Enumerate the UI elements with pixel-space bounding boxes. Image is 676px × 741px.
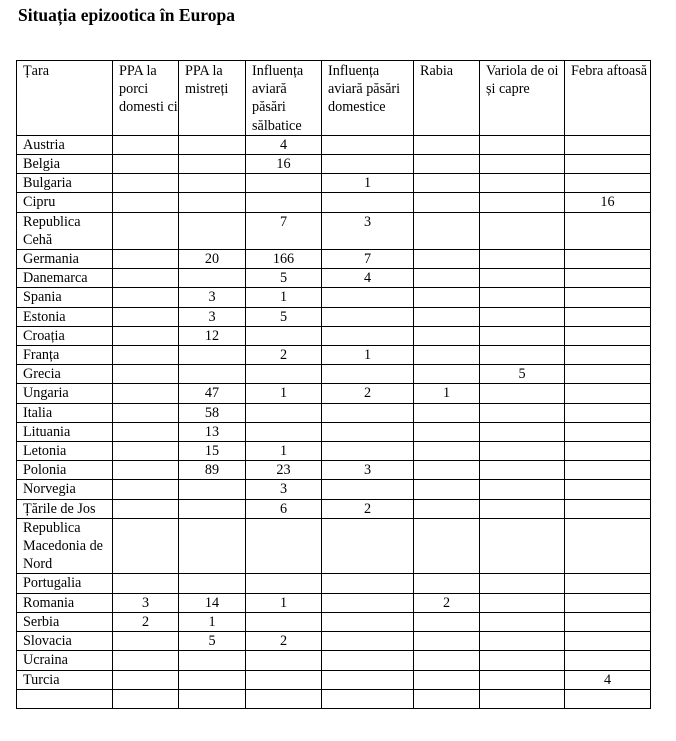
- table-row: [17, 612, 651, 631]
- value-cell: [322, 422, 414, 441]
- value-cell: [322, 574, 414, 593]
- value-cell: [565, 593, 651, 612]
- table-row: [17, 403, 651, 422]
- country-cell: Italia: [17, 403, 113, 422]
- value-cell: [113, 135, 179, 154]
- value-cell: [414, 269, 480, 288]
- value-cell: [322, 442, 414, 461]
- country-cell: Slovacia: [17, 632, 113, 651]
- value-cell: [480, 499, 565, 518]
- country-cell: Danemarca: [17, 269, 113, 288]
- empty-cell: [322, 689, 414, 708]
- country-cell: Țările de Jos: [17, 499, 113, 518]
- country-cell: Turcia: [17, 670, 113, 689]
- value-cell: [480, 384, 565, 403]
- value-cell: [565, 384, 651, 403]
- value-cell: [480, 442, 565, 461]
- value-cell: [414, 135, 480, 154]
- value-cell: [565, 212, 651, 249]
- table-row: [17, 461, 651, 480]
- column-header-avian-flu-wild-birds: [246, 61, 322, 136]
- value-cell: [322, 480, 414, 499]
- value-cell: [113, 174, 179, 193]
- value-cell: 23: [246, 461, 322, 480]
- table-row: [17, 593, 651, 612]
- value-cell: 2: [322, 384, 414, 403]
- value-cell: [113, 307, 179, 326]
- empty-cell: [414, 689, 480, 708]
- value-cell: [113, 326, 179, 345]
- table-row: [17, 651, 651, 670]
- value-cell: [414, 174, 480, 193]
- value-cell: [480, 174, 565, 193]
- table-row: [17, 480, 651, 499]
- value-cell: [565, 155, 651, 174]
- value-cell: [246, 174, 322, 193]
- table-row: [17, 670, 651, 689]
- value-cell: [480, 346, 565, 365]
- value-cell: [565, 307, 651, 326]
- value-cell: [414, 461, 480, 480]
- value-cell: [414, 670, 480, 689]
- value-cell: 1: [322, 346, 414, 365]
- table-row: [17, 174, 651, 193]
- value-cell: [113, 518, 179, 574]
- empty-cell: [113, 689, 179, 708]
- value-cell: [322, 135, 414, 154]
- value-cell: [414, 480, 480, 499]
- value-cell: 1: [246, 384, 322, 403]
- table-row: [17, 288, 651, 307]
- value-cell: [565, 174, 651, 193]
- column-header-rabies: [414, 61, 480, 136]
- country-cell: Franța: [17, 346, 113, 365]
- value-cell: 3: [322, 212, 414, 249]
- value-cell: [480, 593, 565, 612]
- table-row: [17, 326, 651, 345]
- value-cell: [414, 346, 480, 365]
- value-cell: [414, 155, 480, 174]
- value-cell: [322, 193, 414, 212]
- value-cell: [322, 670, 414, 689]
- value-cell: 1: [322, 174, 414, 193]
- value-cell: [414, 422, 480, 441]
- value-cell: [179, 670, 246, 689]
- value-cell: 15: [179, 442, 246, 461]
- value-cell: [565, 135, 651, 154]
- value-cell: 1: [414, 384, 480, 403]
- country-cell: Romania: [17, 593, 113, 612]
- table-header-row: [17, 61, 651, 136]
- value-cell: 1: [179, 612, 246, 631]
- value-cell: [565, 365, 651, 384]
- empty-table-row: [17, 689, 651, 708]
- value-cell: [480, 135, 565, 154]
- country-cell: Grecia: [17, 365, 113, 384]
- value-cell: [565, 518, 651, 574]
- value-cell: [414, 288, 480, 307]
- column-header-asf-wild-boar: [179, 61, 246, 136]
- column-header-sheep-goat-pox: [480, 61, 565, 136]
- value-cell: 2: [414, 593, 480, 612]
- value-cell: [480, 651, 565, 670]
- value-cell: [565, 288, 651, 307]
- column-header-foot-and-mouth: [565, 61, 651, 136]
- country-cell: Norvegia: [17, 480, 113, 499]
- value-cell: [565, 326, 651, 345]
- country-cell: Estonia: [17, 307, 113, 326]
- table-row: [17, 193, 651, 212]
- country-cell: Germania: [17, 250, 113, 269]
- value-cell: [246, 326, 322, 345]
- table-row: [17, 135, 651, 154]
- value-cell: [322, 288, 414, 307]
- value-cell: [322, 518, 414, 574]
- table-row: [17, 269, 651, 288]
- value-cell: [113, 499, 179, 518]
- value-cell: 14: [179, 593, 246, 612]
- table-row: [17, 250, 651, 269]
- value-cell: [113, 346, 179, 365]
- column-header-avian-flu-domestic-birds: [322, 61, 414, 136]
- value-cell: [322, 307, 414, 326]
- value-cell: 12: [179, 326, 246, 345]
- value-cell: [246, 518, 322, 574]
- country-cell: Letonia: [17, 442, 113, 461]
- value-cell: 1: [246, 593, 322, 612]
- value-cell: [113, 365, 179, 384]
- value-cell: [179, 518, 246, 574]
- country-cell: Portugalia: [17, 574, 113, 593]
- value-cell: [179, 174, 246, 193]
- value-cell: [565, 442, 651, 461]
- value-cell: [480, 212, 565, 249]
- value-cell: [322, 651, 414, 670]
- value-cell: 3: [322, 461, 414, 480]
- value-cell: 3: [179, 307, 246, 326]
- value-cell: [414, 612, 480, 631]
- value-cell: 2: [113, 612, 179, 631]
- value-cell: [113, 480, 179, 499]
- value-cell: [565, 250, 651, 269]
- country-cell: Republica Cehă: [17, 212, 113, 249]
- value-cell: [179, 651, 246, 670]
- value-cell: [480, 250, 565, 269]
- table-row: [17, 384, 651, 403]
- value-cell: 6: [246, 499, 322, 518]
- value-cell: 5: [246, 307, 322, 326]
- value-cell: [246, 612, 322, 631]
- table-row: [17, 442, 651, 461]
- value-cell: [246, 670, 322, 689]
- value-cell: [565, 346, 651, 365]
- value-cell: 1: [246, 442, 322, 461]
- value-cell: [565, 480, 651, 499]
- value-cell: [179, 574, 246, 593]
- value-cell: [179, 346, 246, 365]
- column-header-label: PPA la mistreți: [185, 63, 229, 98]
- value-cell: [246, 574, 322, 593]
- value-cell: [480, 632, 565, 651]
- value-cell: [179, 212, 246, 249]
- country-cell: Republica Macedonia de Nord: [17, 518, 113, 574]
- value-cell: [322, 326, 414, 345]
- country-cell: Spania: [17, 288, 113, 307]
- table-row: [17, 155, 651, 174]
- value-cell: 5: [179, 632, 246, 651]
- value-cell: 3: [246, 480, 322, 499]
- value-cell: [480, 518, 565, 574]
- table-body: [17, 135, 651, 708]
- value-cell: [414, 632, 480, 651]
- value-cell: 3: [113, 593, 179, 612]
- country-cell: Serbia: [17, 612, 113, 631]
- value-cell: [113, 269, 179, 288]
- column-header-label: Influența aviară păsări domestice: [328, 63, 401, 116]
- country-cell: Cipru: [17, 193, 113, 212]
- value-cell: [414, 518, 480, 574]
- value-cell: 47: [179, 384, 246, 403]
- value-cell: [565, 651, 651, 670]
- country-cell: Croația: [17, 326, 113, 345]
- value-cell: [480, 461, 565, 480]
- value-cell: [480, 403, 565, 422]
- value-cell: [414, 574, 480, 593]
- value-cell: [113, 403, 179, 422]
- table-row: [17, 212, 651, 249]
- column-header-label: Țara: [23, 63, 49, 79]
- value-cell: [480, 155, 565, 174]
- value-cell: [113, 461, 179, 480]
- document-title: Situația epizootica în Europa: [18, 5, 235, 25]
- table-row: [17, 365, 651, 384]
- value-cell: [113, 574, 179, 593]
- value-cell: [414, 250, 480, 269]
- value-cell: 5: [480, 365, 565, 384]
- country-cell: Belgia: [17, 155, 113, 174]
- value-cell: [480, 288, 565, 307]
- value-cell: [480, 480, 565, 499]
- country-cell: Ucraina: [17, 651, 113, 670]
- value-cell: 2: [246, 346, 322, 365]
- country-cell: Austria: [17, 135, 113, 154]
- value-cell: [565, 632, 651, 651]
- column-header-label: Febra aftoasă: [571, 63, 648, 79]
- value-cell: [246, 193, 322, 212]
- value-cell: [113, 155, 179, 174]
- value-cell: [322, 365, 414, 384]
- value-cell: [565, 461, 651, 480]
- value-cell: 7: [246, 212, 322, 249]
- value-cell: 5: [246, 269, 322, 288]
- value-cell: [565, 612, 651, 631]
- empty-cell: [17, 689, 113, 708]
- country-cell: Polonia: [17, 461, 113, 480]
- value-cell: 16: [246, 155, 322, 174]
- value-cell: [246, 651, 322, 670]
- empty-cell: [246, 689, 322, 708]
- table-row: [17, 307, 651, 326]
- value-cell: [246, 422, 322, 441]
- value-cell: 4: [322, 269, 414, 288]
- value-cell: [322, 593, 414, 612]
- value-cell: [414, 193, 480, 212]
- value-cell: [414, 326, 480, 345]
- table-row: [17, 518, 651, 574]
- value-cell: [480, 269, 565, 288]
- value-cell: 89: [179, 461, 246, 480]
- value-cell: [480, 193, 565, 212]
- value-cell: [179, 499, 246, 518]
- value-cell: [113, 384, 179, 403]
- value-cell: [414, 442, 480, 461]
- value-cell: [414, 651, 480, 670]
- value-cell: [113, 632, 179, 651]
- value-cell: 2: [246, 632, 322, 651]
- value-cell: 20: [179, 250, 246, 269]
- value-cell: [113, 212, 179, 249]
- table-row: [17, 632, 651, 651]
- value-cell: [480, 574, 565, 593]
- value-cell: [179, 155, 246, 174]
- value-cell: [480, 612, 565, 631]
- value-cell: [480, 326, 565, 345]
- value-cell: 1: [246, 288, 322, 307]
- value-cell: [322, 155, 414, 174]
- country-cell: Bulgaria: [17, 174, 113, 193]
- value-cell: 58: [179, 403, 246, 422]
- value-cell: 7: [322, 250, 414, 269]
- value-cell: [565, 499, 651, 518]
- value-cell: [414, 403, 480, 422]
- value-cell: 166: [246, 250, 322, 269]
- value-cell: [113, 250, 179, 269]
- value-cell: [414, 212, 480, 249]
- value-cell: 4: [246, 135, 322, 154]
- value-cell: [113, 288, 179, 307]
- column-header-country: [17, 61, 113, 136]
- table-row: [17, 499, 651, 518]
- value-cell: [179, 365, 246, 384]
- column-header-asf-domestic-pigs: [113, 61, 179, 136]
- column-header-label: Rabia: [420, 63, 454, 79]
- value-cell: [179, 193, 246, 212]
- epizootic-situation-table: [16, 60, 651, 709]
- value-cell: [113, 193, 179, 212]
- value-cell: [480, 307, 565, 326]
- country-cell: Lituania: [17, 422, 113, 441]
- column-header-label: Influența aviară păsări sălbatice: [252, 63, 304, 134]
- value-cell: [565, 403, 651, 422]
- value-cell: [565, 269, 651, 288]
- value-cell: 13: [179, 422, 246, 441]
- empty-cell: [565, 689, 651, 708]
- table-row: [17, 574, 651, 593]
- value-cell: 4: [565, 670, 651, 689]
- value-cell: [322, 632, 414, 651]
- value-cell: [113, 422, 179, 441]
- value-cell: [179, 269, 246, 288]
- value-cell: [414, 499, 480, 518]
- value-cell: [322, 612, 414, 631]
- value-cell: [179, 480, 246, 499]
- value-cell: [179, 135, 246, 154]
- empty-cell: [179, 689, 246, 708]
- value-cell: [113, 670, 179, 689]
- value-cell: [565, 574, 651, 593]
- value-cell: 2: [322, 499, 414, 518]
- value-cell: [322, 403, 414, 422]
- value-cell: [113, 651, 179, 670]
- value-cell: [565, 422, 651, 441]
- value-cell: [480, 670, 565, 689]
- table-row: [17, 422, 651, 441]
- value-cell: [246, 365, 322, 384]
- value-cell: [113, 442, 179, 461]
- value-cell: [480, 422, 565, 441]
- empty-cell: [480, 689, 565, 708]
- country-cell: Ungaria: [17, 384, 113, 403]
- value-cell: [246, 403, 322, 422]
- column-header-label: Variola de oi și capre: [486, 63, 559, 98]
- column-header-label: PPA la porci domesti ci: [119, 63, 178, 116]
- table-row: [17, 346, 651, 365]
- value-cell: 16: [565, 193, 651, 212]
- value-cell: [414, 365, 480, 384]
- value-cell: [414, 307, 480, 326]
- value-cell: 3: [179, 288, 246, 307]
